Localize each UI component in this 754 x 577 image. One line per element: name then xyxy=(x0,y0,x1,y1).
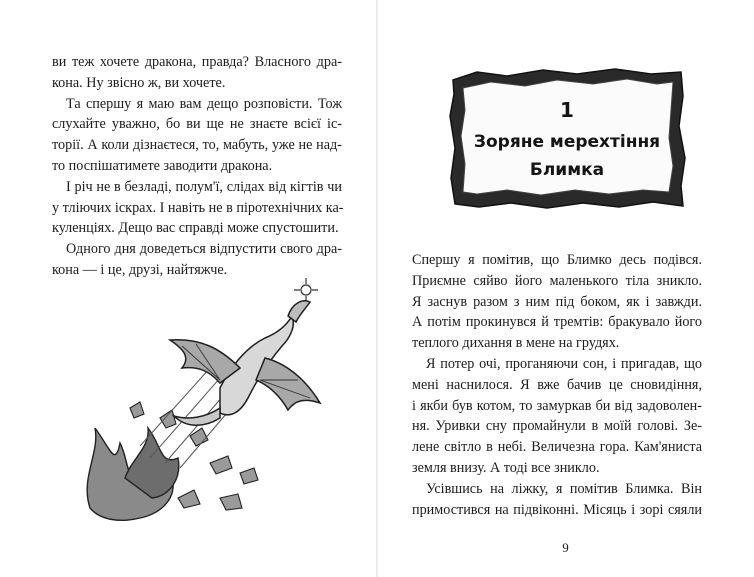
text-line: А потім прокинувся й тремтів: бракувало його xyxy=(412,314,702,331)
right-page xyxy=(377,0,754,577)
text-line: торії. А коли дізнаєтеся, то, мабуть, уже не над- xyxy=(52,137,342,154)
text-line: кона — і це, друзі, найтяжче. xyxy=(52,261,228,278)
text-line: кона. Ну звісно ж, ви хочете. xyxy=(52,74,226,91)
chapter-title-line: Блимка xyxy=(529,160,605,180)
text-line: І річ не в безладі, полум'ї, слідах від кігтів чи xyxy=(66,178,342,195)
dragon-drawing-icon xyxy=(70,268,330,528)
text-line: то поспішатимете заводити дракона. xyxy=(52,157,273,174)
chapter-heading-plate xyxy=(447,66,687,210)
text-line: і якби був котом, то замуркав би від задоволен- xyxy=(412,397,702,414)
right-text-block xyxy=(412,250,702,520)
text-line: земля внизу. А тоді все зникло. xyxy=(412,459,600,476)
page-number: 9 xyxy=(562,540,569,555)
text-line: слухайте уважно, бо ви ще не знаєте всієї іс- xyxy=(52,116,342,133)
dragon-illustration xyxy=(70,268,330,533)
text-line: мені наснилося. Я вже бачив це сновидіння, xyxy=(412,376,702,393)
chapter-title-line: Зоряне мерехтіння xyxy=(473,132,661,152)
chapter-title xyxy=(447,128,687,184)
text-line: ви теж хочете дракона, правда? Власного дра- xyxy=(52,54,342,70)
text-line: Усівшись на ліжку, я помітив Блимка. Він xyxy=(426,480,702,497)
left-text-block xyxy=(52,52,342,281)
text-line: Приємне сяйво його маленького тіла зникло. xyxy=(412,272,702,289)
chapter-number: 1 xyxy=(560,98,574,122)
text-line: у тліючих іскрах. І навіть не в піротехнічних ка- xyxy=(52,199,344,216)
text-line: примостився на підвіконні. Місяць і зорі сяяли xyxy=(412,501,702,518)
text-line: Одного дня доведеться відпустити свого дра- xyxy=(66,241,342,258)
text-line: теплого дихання в мене на грудях. xyxy=(412,335,620,352)
text-line: Я заснув разом з ним під боком, як і завжди. xyxy=(412,293,702,310)
text-line: Я потер очі, проганяючи сон, і пригадав, що xyxy=(426,355,702,372)
text-line: Та спершу я маю вам дещо розповісти. Тож xyxy=(66,95,342,112)
text-line: Спершу я помітив, що Блимко десь подівся. xyxy=(412,252,702,268)
text-line: ня. Уривки сну промайнули в моїй голові. Зе- xyxy=(412,418,702,435)
text-line: куленціях. Дещо вас справді може спустошити. xyxy=(52,220,339,237)
text-line: лене світло в небі. Величезна гора. Кам'яниста xyxy=(412,439,702,456)
